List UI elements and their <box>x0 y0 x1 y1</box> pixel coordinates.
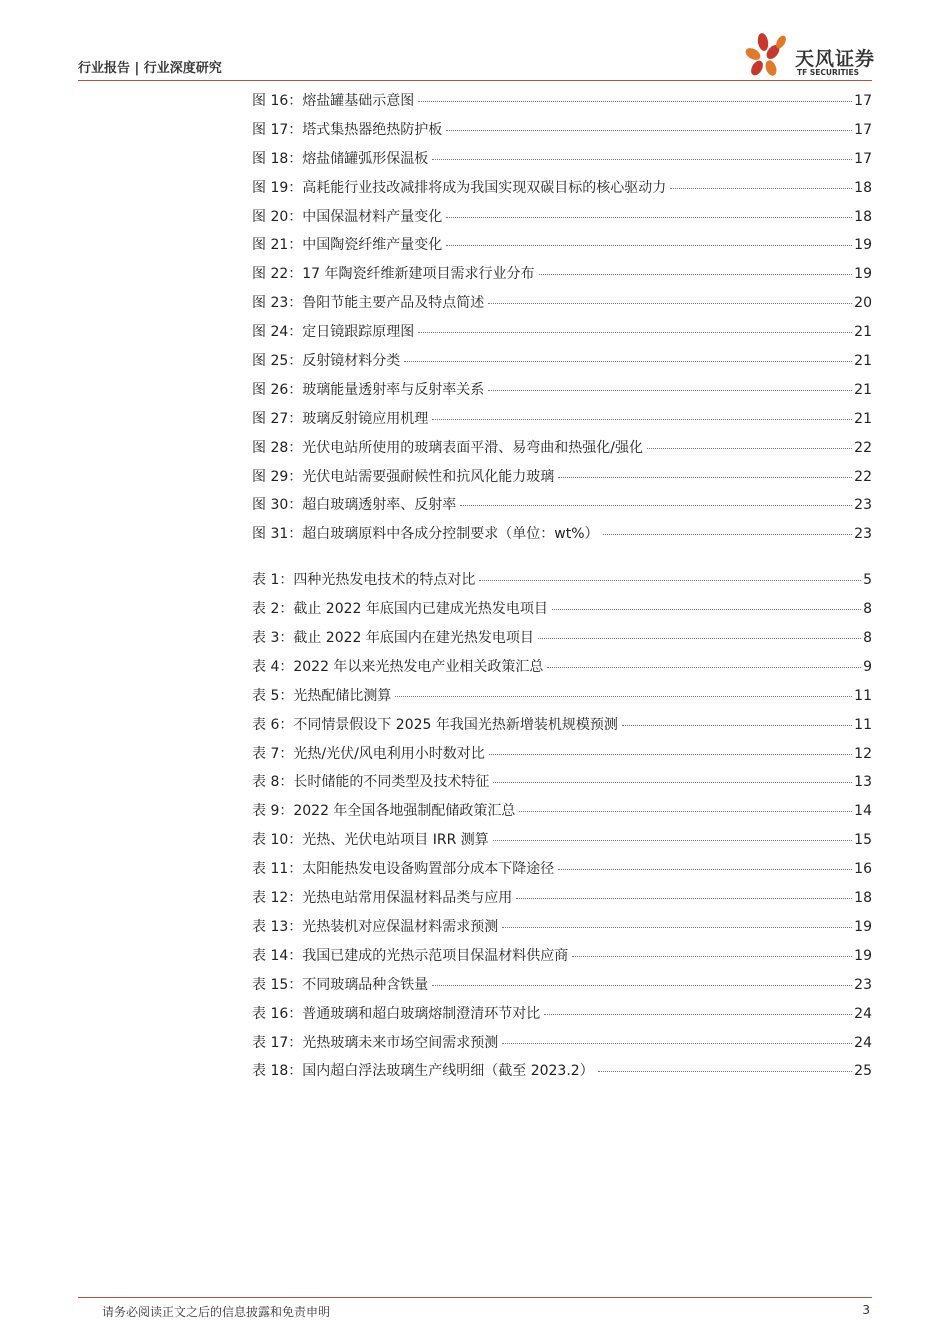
section-gap <box>252 552 872 569</box>
dot-leader <box>460 505 852 506</box>
toc-table-entry[interactable]: 表 13：光热装机对应保温材料需求预测 19 <box>252 918 872 935</box>
toc-table-entry[interactable]: 表 5：光热配储比测算 11 <box>252 687 872 704</box>
dot-leader <box>489 754 852 755</box>
dot-leader <box>547 667 861 668</box>
toc-table-entry[interactable]: 表 6：不同情景假设下 2025 年我国光热新增装机规模预测 11 <box>252 716 872 733</box>
dot-leader <box>544 1014 852 1015</box>
dot-leader <box>558 477 852 478</box>
dot-leader <box>493 782 852 783</box>
toc-table-entry[interactable]: 表 4：2022 年以来光热发电产业相关政策汇总 9 <box>252 658 872 675</box>
dot-leader <box>622 725 852 726</box>
toc-figure-entry[interactable]: 图 28：光伏电站所使用的玻璃表面平滑、易弯曲和热强化/强化 22 <box>252 439 872 456</box>
logo-english-name: TF SECURITIES <box>797 68 859 77</box>
toc-figure-entry[interactable]: 图 27：玻璃反射镜应用机理 21 <box>252 410 872 427</box>
dot-leader <box>516 898 852 899</box>
dot-leader <box>432 159 852 160</box>
toc-table-entry[interactable]: 表 2：截止 2022 年底国内已建成光热发电项目 8 <box>252 601 872 618</box>
toc-table-entry[interactable]: 表 12：光热电站常用保温材料品类与应用 18 <box>252 890 872 907</box>
dot-leader <box>395 696 852 697</box>
table-of-contents <box>252 90 872 1089</box>
toc-figure-entry[interactable]: 图 21：中国陶瓷纤维产量变化 19 <box>252 237 872 254</box>
toc-figure-entry[interactable]: 图 22：17 年陶瓷纤维新建项目需求行业分布 19 <box>252 266 872 283</box>
toc-table-entry[interactable]: 表 9：2022 年全国各地强制配储政策汇总 14 <box>252 803 872 820</box>
toc-figure-entry[interactable]: 图 19：高耗能行业技改减排将成为我国实现双碳目标的核心驱动力 18 <box>252 179 872 196</box>
footer-disclaimer: 请务必阅读正文之后的信息披露和免责申明 <box>102 1305 331 1319</box>
toc-figure-entry[interactable]: 图 25：反射镜材料分类 21 <box>252 353 872 370</box>
dot-leader <box>404 361 852 362</box>
dot-leader <box>488 303 852 304</box>
toc-table-entry[interactable]: 表 18：国内超白浮法玻璃生产线明细（截至 2023.2） 25 <box>252 1063 872 1080</box>
toc-figure-entry[interactable]: 图 31：超白玻璃原料中各成分控制要求（单位：wt%） 23 <box>252 526 872 543</box>
tf-flower-logo-icon <box>745 30 795 82</box>
toc-table-entry[interactable]: 表 16：普通玻璃和超白玻璃熔制澄清环节对比 24 <box>252 1005 872 1022</box>
toc-table-entry[interactable]: 表 3：截止 2022 年底国内在建光热发电项目 8 <box>252 630 872 647</box>
dot-leader <box>647 448 852 449</box>
toc-table-entry[interactable]: 表 15：不同玻璃品种含铁量 23 <box>252 976 872 993</box>
dot-leader <box>552 609 861 610</box>
dot-leader <box>418 332 852 333</box>
logo-chinese-name: 天风证券 <box>795 48 876 70</box>
dot-leader <box>488 390 852 391</box>
dot-leader <box>446 130 852 131</box>
dot-leader <box>670 188 852 189</box>
page-number: 3 <box>862 1303 870 1317</box>
dot-leader <box>418 101 852 102</box>
dot-leader <box>432 419 852 420</box>
toc-figure-entry[interactable]: 图 24：定日镜跟踪原理图 21 <box>252 324 872 341</box>
toc-table-entry[interactable]: 表 14：我国已建成的光热示范项目保温材料供应商 19 <box>252 947 872 964</box>
dot-leader <box>479 580 861 581</box>
toc-figure-entry[interactable]: 图 18：熔盐储罐弧形保温板 17 <box>252 150 872 167</box>
company-logo <box>745 30 885 82</box>
dot-leader <box>572 956 852 957</box>
toc-table-entry[interactable]: 表 11：太阳能热发电设备购置部分成本下降途径 16 <box>252 861 872 878</box>
dot-leader <box>432 985 852 986</box>
toc-table-entry[interactable]: 表 7：光热/光伏/风电利用小时数对比 12 <box>252 745 872 762</box>
toc-figure-entry[interactable]: 图 30：超白玻璃透射率、反射率 23 <box>252 497 872 514</box>
toc-figure-entry[interactable]: 图 20：中国保温材料产量变化 18 <box>252 208 872 225</box>
toc-figure-entry[interactable]: 图 23：鲁阳节能主要产品及特点简述 20 <box>252 295 872 312</box>
dot-leader <box>538 638 861 639</box>
dot-leader <box>519 811 852 812</box>
toc-figure-entry[interactable]: 图 16：熔盐罐基础示意图 17 <box>252 93 872 109</box>
header-divider <box>78 80 872 81</box>
dot-leader <box>502 1043 852 1044</box>
footer-divider <box>78 1297 872 1298</box>
dot-leader <box>603 534 853 535</box>
toc-figure-entry[interactable]: 图 26：玻璃能量透射率与反射率关系 21 <box>252 381 872 398</box>
toc-table-entry[interactable]: 表 1：四种光热发电技术的特点对比 5 <box>252 572 872 589</box>
toc-table-entry[interactable]: 表 8：长时储能的不同类型及技术特征 13 <box>252 774 872 791</box>
dot-leader <box>446 245 852 246</box>
toc-figure-entry[interactable]: 图 17：塔式集热器绝热防护板 17 <box>252 121 872 138</box>
dot-leader <box>446 217 852 218</box>
dot-leader <box>493 840 852 841</box>
dot-leader <box>502 927 852 928</box>
dot-leader <box>598 1071 852 1072</box>
toc-table-entry[interactable]: 表 10：光热、光伏电站项目 IRR 测算 15 <box>252 832 872 849</box>
toc-table-entry[interactable]: 表 17：光热玻璃未来市场空间需求预测 24 <box>252 1034 872 1051</box>
toc-figure-entry[interactable]: 图 29：光伏电站需要强耐候性和抗风化能力玻璃 22 <box>252 468 872 485</box>
dot-leader <box>539 274 853 275</box>
report-category: 行业报告 | 行业深度研究 <box>78 61 222 76</box>
dot-leader <box>558 869 852 870</box>
